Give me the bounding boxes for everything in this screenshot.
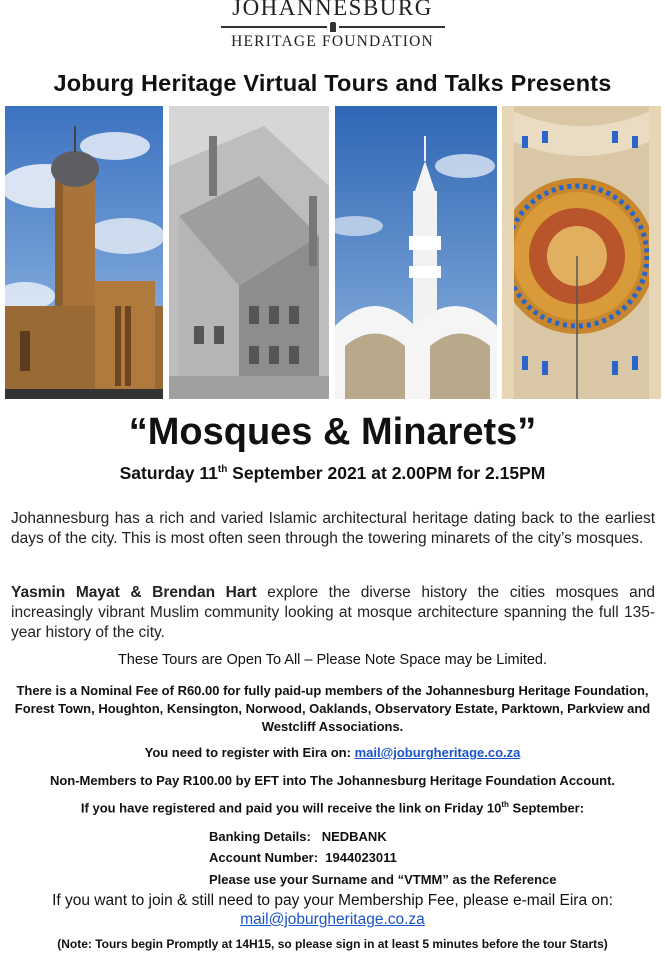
logo-line-1: JOHANNESBURG [232, 0, 433, 20]
non-members-note: Non-Members to Pay R100.00 by EFT into The Johannesburg Heritage Foundation Account. [49, 773, 616, 788]
date-rest: September 2021 at 2.00PM for 2.15PM [227, 463, 546, 483]
footer-note: (Note: Tours begin Promptly at 14H15, so please sign in at least 5 minutes before the tour Starts) [57, 937, 608, 951]
banking-details-label: Banking Details: [209, 829, 311, 844]
logo-line-2: HERITAGE FOUNDATION [231, 33, 434, 50]
photo-dome-interior [502, 106, 661, 399]
speakers-paragraph [11, 583, 655, 643]
payment-reference: Please use your Surname and “VTMM” as the Reference [209, 872, 557, 887]
join-email-link[interactable]: mail@joburgheritage.co.za [240, 911, 425, 928]
link-info-ordinal: th [501, 800, 509, 809]
open-note: These Tours are Open To All – Please Note Space may be Limited. [117, 652, 548, 668]
link-info-rest: September: [508, 800, 585, 816]
banking-details-value: NEDBANK [321, 829, 387, 844]
speaker-names: Yasmin Mayat & Brendan Hart [11, 584, 257, 601]
date-day: Saturday 11 [119, 463, 218, 483]
speakers-text: explore the diverse history the cities mosques and increasingly vibrant Muslim community looking at mosque architecture spanning the full 135-year history of the city. [11, 584, 655, 641]
photo-historic-mosque [169, 106, 329, 399]
link-info-text: If you have registered and paid you will receive the link on Friday 10 [80, 800, 502, 816]
photo-brick-minaret [5, 106, 163, 399]
account-number [209, 850, 397, 865]
account-number-label: Account Number: [209, 850, 319, 865]
join-email-line [0, 911, 665, 929]
account-number-value: 1944023011 [325, 850, 397, 865]
fee-note: There is a Nominal Fee of R60.00 for fully paid-up members of the Johannesburg Heritage Foundation, Forest Town, Houghton, Kensington, Norwood, Oaklands, Observatory Estate, Parktown, Parkview and Westcliff Associations. [14, 683, 651, 734]
event-date [0, 463, 665, 484]
date-ordinal: th [217, 464, 228, 476]
banking-details [209, 829, 387, 844]
link-info [0, 800, 665, 815]
event-title: “Mosques & Minarets” [128, 411, 537, 453]
logo-divider [221, 21, 445, 33]
photo-strip [5, 106, 661, 399]
headline: Joburg Heritage Virtual Tours and Talks Presents [53, 70, 612, 96]
join-note: If you want to join & still need to pay your Membership Fee, please e-mail Eira on: [52, 892, 613, 909]
register-text: You need to register with Eira on: [144, 745, 355, 760]
register-email-link[interactable]: mail@joburgheritage.co.za [354, 745, 521, 760]
foundation-logo [0, 0, 665, 51]
photo-white-minaret [335, 106, 497, 399]
register-line [0, 745, 665, 760]
intro-paragraph: Johannesburg has a rich and varied Islamic architectural heritage dating back to the earliest days of the city. This is most often seen through the towering minarets of the city’s mosques. [11, 510, 655, 547]
